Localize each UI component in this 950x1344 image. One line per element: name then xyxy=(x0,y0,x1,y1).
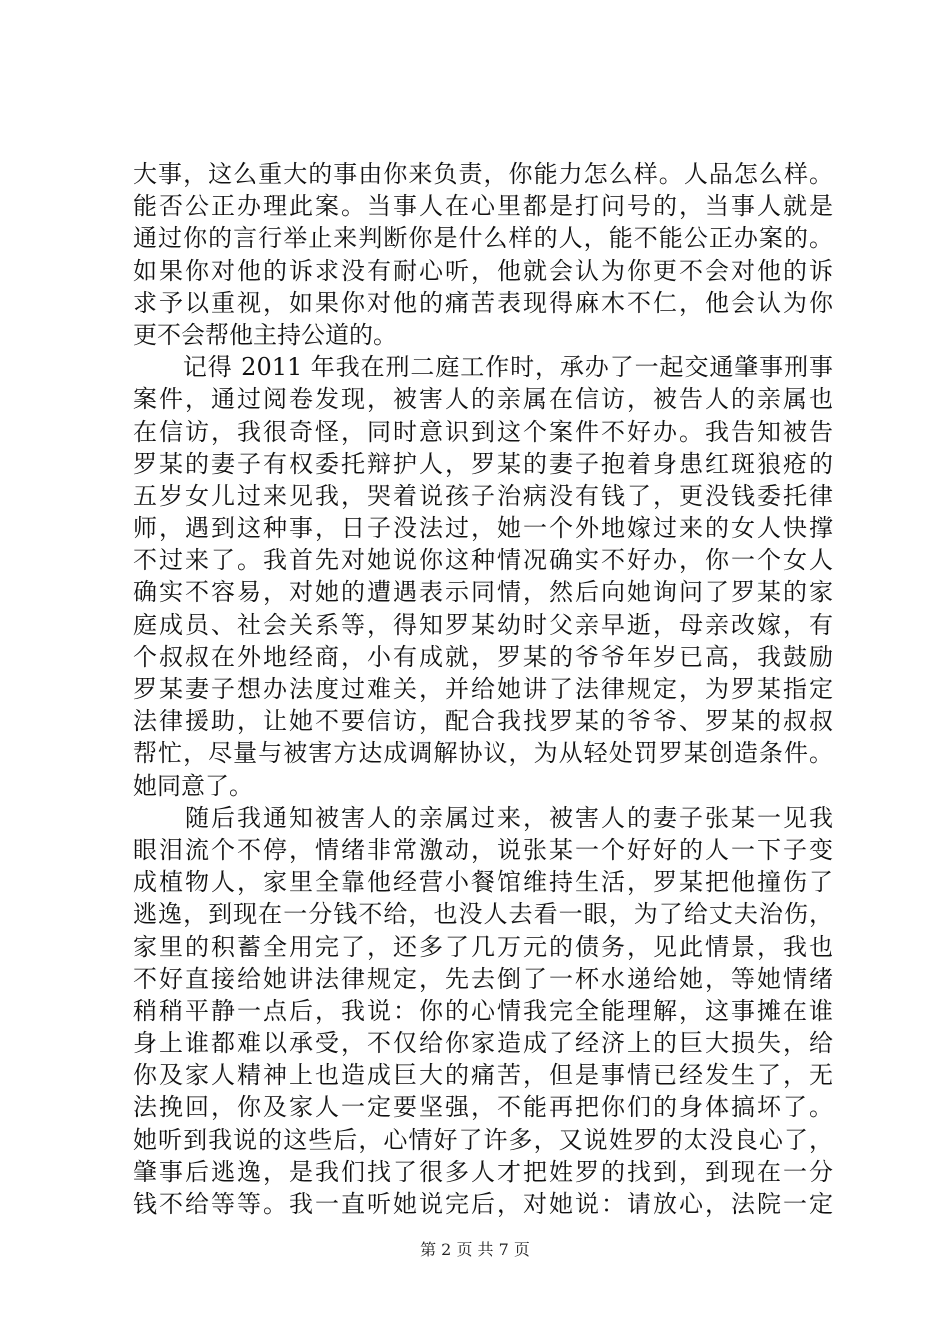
text-line: 法挽回，你及家人一定要坚强，不能再把你们的身体搞坏了。 xyxy=(133,1093,833,1122)
text-line: 大事，这么重大的事由你来负责，你能力怎么样。人品怎么样。 xyxy=(133,160,833,188)
text-line: 成植物人，家里全靠他经营小餐馆维持生活，罗某把他撞伤了 xyxy=(133,868,833,897)
text-line: 确实不容易，对她的遭遇表示同情，然后向她询问了罗某的家 xyxy=(133,578,833,607)
text-line: 罗某的妻子有权委托辩护人，罗某的妻子抱着身患红斑狼疮的 xyxy=(133,449,833,478)
text-line: 逃逸，到现在一分钱不给，也没人去看一眼，为了给丈夫治伤， xyxy=(133,900,833,929)
text-line: 眼泪流个不停，情绪非常激动，说张某一个好好的人一下子变 xyxy=(133,835,833,864)
text-line: 在信访，我很奇怪，同时意识到这个案件不好办。我告知被告 xyxy=(133,417,833,446)
text-line: 不好直接给她讲法律规定，先去倒了一杯水递给她，等她情绪 xyxy=(133,964,833,993)
text-line: 罗某妻子想办法度过难关，并给她讲了法律规定，为罗某指定 xyxy=(133,675,833,703)
text-line: 如果你对他的诉求没有耐心听，他就会认为你更不会对他的诉 xyxy=(133,256,833,285)
page-number-footer: 第 2 页 共 7 页 xyxy=(420,1240,530,1259)
text-line: 家里的积蓄全用完了，还多了几万元的债务，见此情景，我也 xyxy=(133,932,833,961)
text-line: 稍稍平静一点后，我说：你的心情我完全能理解，这事摊在谁 xyxy=(133,996,833,1025)
text-line: 记得 2011 年我在刑二庭工作时，承办了一起交通肇事刑事 xyxy=(133,353,833,382)
text-line: 钱不给等等。我一直听她说完后，对她说：请放心，法院一定 xyxy=(133,1190,833,1218)
text-line: 帮忙，尽量与被害方达成调解协议，为从轻处罚罗某创造条件。 xyxy=(133,739,833,768)
text-line: 随后我通知被害人的亲属过来，被害人的妻子张某一见我 xyxy=(133,803,833,832)
text-line: 肇事后逃逸，是我们找了很多人才把姓罗的找到，到现在一分 xyxy=(133,1157,833,1186)
text-line: 求予以重视，如果你对他的痛苦表现得麻木不仁，他会认为你 xyxy=(133,288,833,317)
body-text xyxy=(133,158,833,1220)
text-line: 你及家人精神上也造成巨大的痛苦，但是事情已经发生了，无 xyxy=(133,1061,833,1090)
text-line: 通过你的言行举止来判断你是什么样的人，能不能公正办案的。 xyxy=(133,224,833,253)
text-line: 她听到我说的这些后，心情好了许多，又说姓罗的太没良心了， xyxy=(133,1125,833,1154)
text-line: 个叔叔在外地经商，小有成就，罗某的爷爷年岁已高，我鼓励 xyxy=(133,642,833,671)
text-line: 法律援助，让她不要信访，配合我找罗某的爷爷、罗某的叔叔 xyxy=(133,707,833,736)
text-line: 庭成员、社会关系等，得知罗某幼时父亲早逝，母亲改嫁，有 xyxy=(133,610,833,639)
text-line: 身上谁都难以承受，不仅给你家造成了经济上的巨大损失，给 xyxy=(133,1029,833,1058)
text-line: 五岁女儿过来见我，哭着说孩子治病没有钱了，更没钱委托律 xyxy=(133,481,833,510)
text-line: 师，遇到这种事，日子没法过，她一个外地嫁过来的女人快撑 xyxy=(133,514,833,543)
text-line: 她同意了。 xyxy=(133,771,253,800)
text-line: 更不会帮他主持公道的。 xyxy=(133,320,397,349)
text-line: 不过来了。我首先对她说你这种情况确实不好办，你一个女人 xyxy=(133,546,833,575)
text-line: 案件，通过阅卷发现，被害人的亲属在信访，被告人的亲属也 xyxy=(133,385,833,414)
text-line: 能否公正办理此案。当事人在心里都是打问号的，当事人就是 xyxy=(133,192,833,221)
